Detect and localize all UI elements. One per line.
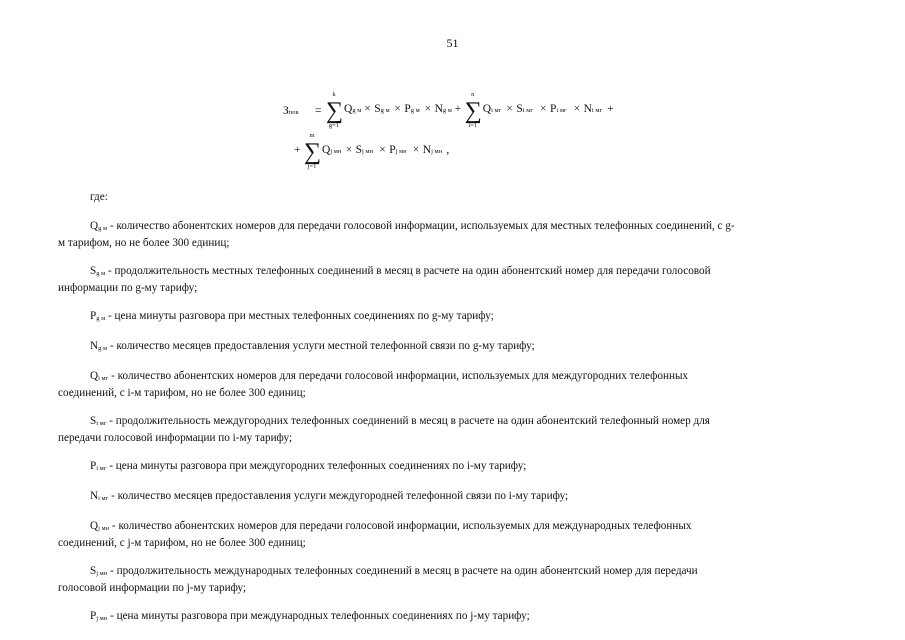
term-subscript: j мн: [431, 148, 443, 155]
definition-text: - количество абонентских номеров для передачи голосовой информации, используемых для междугородних телефонных: [108, 370, 689, 382]
variable-subscript: j мн: [96, 570, 108, 577]
definition-continuation: информации по g-му тарифу;: [58, 282, 198, 294]
formula-operator: ×: [345, 144, 353, 156]
formula-operator: ,: [446, 144, 450, 156]
definition-text: - количество месяцев предоставления услуги междугородней телефонной связи по i-му тарифу;: [108, 490, 569, 502]
definition-continuation: соединений, с i-м тарифом, но не более 300 единиц;: [58, 387, 306, 399]
formula-term: [435, 104, 452, 116]
definition-text: - продолжительность междугородних телефонных соединений в месяц в расчете на один абонентский телефонный номер для: [106, 415, 710, 427]
definition-first-line: [90, 459, 842, 476]
definition-first-line: [90, 264, 842, 281]
term-symbol: S: [355, 144, 362, 156]
definition-first-line: [90, 519, 842, 536]
term-symbol: N: [422, 144, 432, 156]
term-subscript: j мн: [362, 148, 374, 155]
definition-text: - количество абонентских номеров для передачи голосовой информации, используемых для местных телефонных соединений, с g-: [107, 220, 735, 232]
formula-term: [322, 145, 341, 157]
formula-operator: +: [294, 144, 301, 156]
formula-lhs: Зпов: [283, 105, 299, 117]
variable-subscript: i мг: [96, 465, 107, 472]
term-subscript: g м: [410, 107, 420, 114]
variable-symbol: $Q_{i мг}$: [90, 370, 109, 382]
formula-operator: ×: [424, 103, 432, 115]
term-subscript: g м: [380, 107, 390, 114]
formula-operator: ×: [364, 103, 371, 115]
formula-operator: ×: [412, 144, 420, 156]
sum-lower-limit: j=1: [307, 162, 317, 170]
sigma-glyph: ∑: [304, 138, 322, 165]
definition-first-line: [90, 309, 842, 326]
formula-term: [423, 145, 442, 157]
term-symbol: Q: [322, 144, 331, 156]
variable-symbol: $P_{g м}$: [90, 310, 106, 322]
formula-equals: =: [315, 105, 322, 117]
term-subscript: i мг: [522, 107, 534, 114]
variable-subscript: j мн: [96, 615, 108, 622]
term-symbol: P: [550, 103, 557, 115]
definitions-list: [58, 219, 842, 626]
term-symbol: P: [404, 103, 411, 115]
variable-subscript: g м: [98, 225, 108, 232]
definition-first-line: [90, 564, 842, 581]
term-symbol: P: [389, 144, 396, 156]
definition-item: [90, 459, 842, 476]
formula-operator: ×: [394, 103, 401, 115]
variable-symbol: $S_{j мн}$: [90, 565, 108, 577]
sum-lower-limit: g=1: [328, 121, 340, 129]
definition-item: [58, 414, 842, 446]
formula-term: [516, 104, 533, 116]
term-symbol: N: [434, 103, 443, 115]
variable-symbol: $Q_{g м}$: [90, 220, 108, 232]
formula-term: [374, 104, 389, 116]
formula-term: [550, 104, 567, 116]
variable-subscript: g м: [96, 270, 106, 277]
sigma-glyph: ∑: [326, 97, 344, 124]
variable-symbol: $S_{g м}$: [90, 265, 106, 277]
definition-first-line: [90, 339, 842, 356]
variable-symbol: $P_{i мг}$: [90, 460, 107, 472]
variable-subscript: i мг: [98, 495, 109, 502]
variable-symbol: $Q_{j мн}$: [90, 520, 110, 532]
definition-text: - продолжительность местных телефонных соединений в месяц в расчете на один абонентский номер для передачи голосовой: [105, 265, 711, 277]
definition-continuation: голосовой информации по j-му тарифу;: [58, 582, 247, 594]
summation-symbol: [465, 92, 481, 129]
definition-text: - продолжительность международных телефонных соединений в месяц в расчете на один абонентский номер для передачи: [107, 565, 698, 577]
term-subscript: j мн: [330, 148, 342, 155]
formula-operator: ×: [573, 103, 581, 115]
sum-upper-limit: n: [471, 91, 475, 98]
variable-subscript: i мг: [96, 420, 107, 427]
term-subscript: g м: [442, 107, 452, 114]
term-symbol: N: [583, 103, 592, 115]
formula-operator: +: [607, 103, 614, 115]
definition-first-line: [90, 369, 842, 386]
formula-term: [404, 104, 419, 116]
formula-term: [584, 104, 603, 116]
definition-text: - количество месяцев предоставления услуги местной телефонной связи по g-му тарифу;: [107, 340, 535, 352]
definition-item: [58, 219, 842, 251]
formula-operator: ×: [506, 103, 513, 115]
term-subscript: i мг: [556, 107, 567, 114]
sum-upper-limit: k: [332, 91, 336, 98]
definition-item: [58, 264, 842, 296]
definition-item: [90, 339, 842, 356]
definition-text: - количество абонентских номеров для передачи голосовой информации, используемых для международных телефонных: [109, 520, 692, 532]
summation-symbol: [304, 133, 320, 170]
variable-subscript: j мн: [98, 525, 110, 532]
definition-first-line: [90, 219, 842, 236]
definition-continuation: передачи голосовой информации по i-му тарифу;: [58, 432, 293, 444]
formula-term: [356, 145, 373, 157]
formula-operator: ×: [379, 144, 386, 156]
sum-upper-limit: m: [309, 132, 315, 139]
term-subscript: g м: [352, 107, 362, 114]
formula-term: [344, 104, 361, 116]
definition-first-line: [90, 489, 842, 506]
summation-symbol: [326, 92, 342, 129]
definition-text: - цена минуты разговора при междугородних телефонных соединениях по i-му тарифу;: [106, 460, 527, 472]
definition-item: [58, 564, 842, 596]
variable-symbol: $S_{i мг}$: [90, 415, 107, 427]
variable-symbol: $P_{j мн}$: [90, 610, 108, 622]
definition-continuation: соединений, с j-м тарифом, но не более 300 единиц;: [58, 537, 306, 549]
variable-symbol: $N_{g м}$: [90, 340, 108, 352]
definition-text: - цена минуты разговора при международных телефонных соединениях по j-му тарифу;: [107, 610, 530, 622]
term-subscript: i мг: [591, 107, 603, 114]
variable-symbol: $N_{i мг}$: [90, 490, 109, 502]
definition-continuation: м тарифом, но не более 300 единиц;: [58, 237, 230, 249]
formula-term: [389, 145, 406, 157]
term-symbol: S: [374, 103, 381, 115]
term-subscript: j мн: [395, 148, 407, 155]
formula-operator: +: [454, 103, 462, 115]
definition-first-line: [90, 609, 842, 626]
variable-subscript: g м: [96, 315, 106, 322]
formula-operator: ×: [540, 103, 547, 115]
definition-item: [90, 609, 842, 626]
formula-term: [483, 104, 502, 116]
definitions-block: [58, 190, 842, 639]
term-symbol: Q: [482, 103, 492, 115]
variable-subscript: g м: [98, 345, 108, 352]
sum-lower-limit: i=1: [468, 121, 478, 129]
page-number: 51: [446, 36, 459, 50]
cost-formula: [0, 0, 905, 180]
sigma-glyph: ∑: [464, 97, 482, 124]
term-symbol: S: [516, 103, 523, 115]
definition-item: [58, 519, 842, 551]
where-label: где:: [90, 191, 108, 203]
definition-first-line: [90, 414, 842, 431]
variable-subscript: i мг: [98, 375, 109, 382]
definition-item: [58, 369, 842, 401]
definition-item: [90, 489, 842, 506]
definition-text: - цена минуты разговора при местных телефонных соединениях по g-му тарифу;: [105, 310, 494, 322]
definition-item: [90, 309, 842, 326]
term-subscript: i мг: [491, 107, 502, 114]
term-symbol: Q: [344, 103, 353, 115]
